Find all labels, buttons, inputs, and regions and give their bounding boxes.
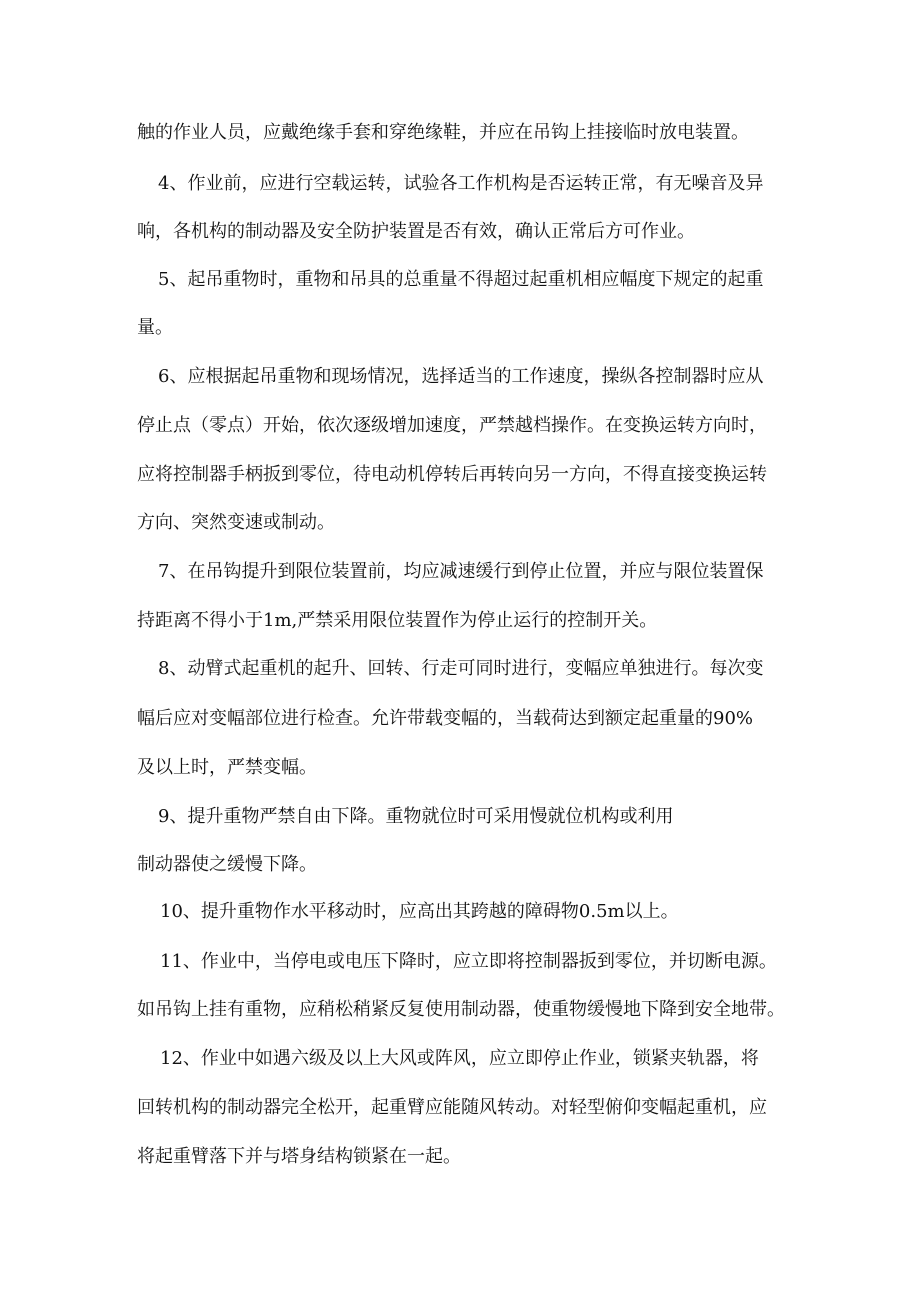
item-6-line-2: 停止点（零点）开始，依次逐级增加速度，严禁越档操作。在变换运转方向时， [137,415,767,436]
text-line: 触的作业人员，应戴绝缘手套和穿绝缘鞋，并应在吊钩上挂接临时放电装置。 [137,122,749,143]
item-8-line-2: 幅后应对变幅部位进行检查。允许带载变幅的，当载荷达到额定起重量的90% [137,708,754,729]
item-10-line-1: 10、提升重物作水平移动时，应高出其跨越的障碍物0.5m以上。 [160,901,679,922]
item-7-line-2: 持距离不得小于1m,严禁采用限位装置作为停止运行的控制开关。 [137,610,658,631]
item-8-line-1: 8、动臂式起重机的起升、回转、行走可同时进行，变幅应单独进行。每次变 [158,658,764,679]
item-4-line-2: 响，各机构的制动器及安全防护装置是否有效，确认正常后方可作业。 [137,221,695,242]
item-5-line-1: 5、起吊重物时，重物和吊具的总重量不得超过起重机相应幅度下规定的起重 [158,269,764,290]
item-12-line-2: 回转机构的制动器完全松开，起重臂应能随风转动。对轻型俯仰变幅起重机，应 [137,1097,767,1118]
item-9-line-1: 9、提升重物严禁自由下降。重物就位时可采用慢就位机构或利用 [158,806,674,827]
item-6-line-1: 6、应根据起吊重物和现场情况，选择适当的工作速度，操纵各控制器时应从 [158,366,764,387]
item-7-line-1: 7、在吊钩提升到限位装置前，均应减速缓行到停止位置，并应与限位装置保 [158,561,764,582]
item-4-line-1: 4、作业前，应进行空载运转，试验各工作机构是否运转正常，有无噪音及异 [158,173,764,194]
item-12-line-1: 12、作业中如遇六级及以上大风或阵风，应立即停止作业，锁紧夹轨器，将 [160,1048,759,1069]
item-12-line-3: 将起重臂落下并与塔身结构锁紧在一起。 [137,1146,461,1167]
item-6-line-4: 方向、突然变速或制动。 [137,512,335,533]
item-11-line-1: 11、作业中，当停电或电压下降时，应立即将控制器扳到零位，并切断电源。 [160,951,777,972]
item-11-line-2: 如吊钩上挂有重物，应稍松稍紧反复使用制动器，使重物缓慢地下降到安全地带。 [137,999,785,1020]
item-5-line-2: 量。 [137,317,173,338]
item-9-line-2: 制动器使之缓慢下降。 [137,854,317,875]
item-6-line-3: 应将控制器手柄扳到零位，待电动机停转后再转向另一方向，不得直接变换运转 [137,464,767,485]
item-8-line-3: 及以上时，严禁变幅。 [137,757,317,778]
